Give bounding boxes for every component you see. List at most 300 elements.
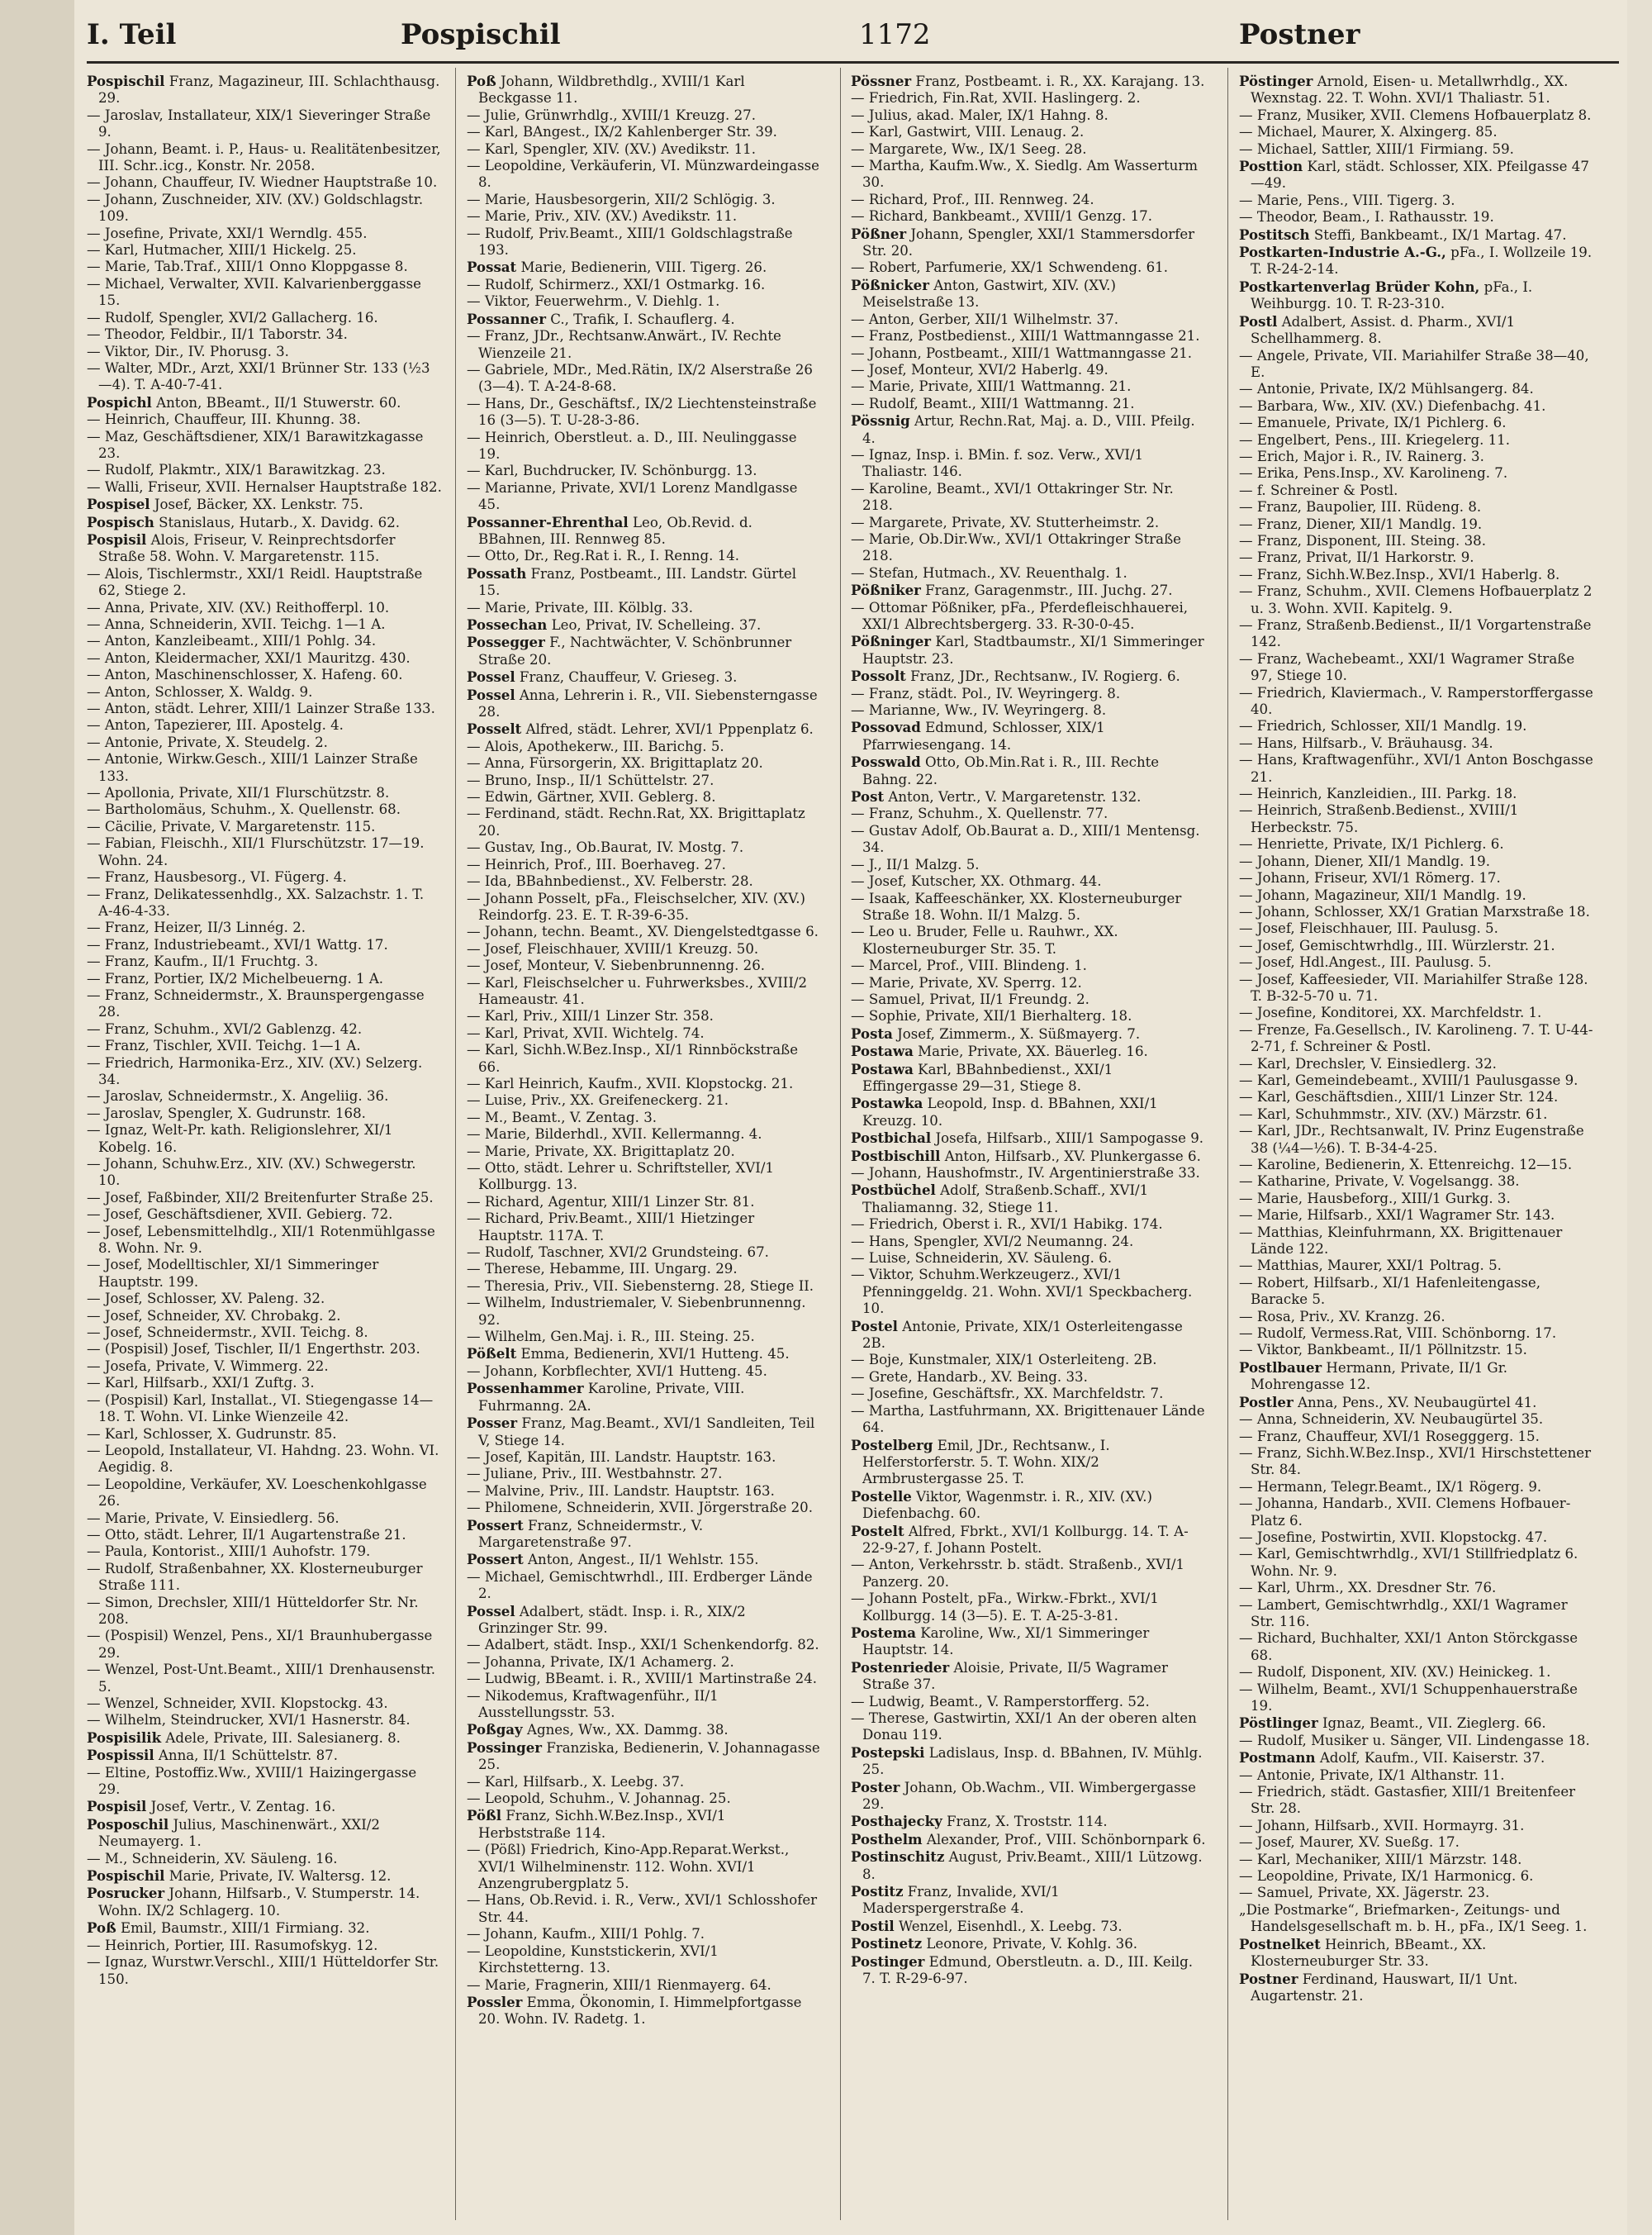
entry-details: Emil, JDr., Rechtsanw., I. Helferstorferstr. 5. T. Wohn. XIX/2 Armbrustergasse 25. T. — [862, 1437, 1110, 1487]
entry-details: Alfred, Fbrkt., XVI/1 Kollburgg. 14. T. A-22-9-27, f. Johann Postelt. — [862, 1523, 1189, 1556]
entry-surname: Pospisilik — [87, 1729, 162, 1746]
entry-details: — Engelbert, Pens., III. Kriegelerg. 11. — [1239, 431, 1511, 448]
entry-details: — Anton, Schlosser, X. Waldg. 9. — [87, 683, 313, 700]
directory-entry — [87, 1747, 442, 1764]
directory-entry — [1239, 1733, 1594, 1749]
directory-entry — [851, 1318, 1206, 1353]
entry-details: Emma, Ökonomin, I. Himmelpfortgasse 20. Wohn. IV. Radetg. 1. — [478, 1994, 802, 2028]
directory-entry — [851, 1624, 1206, 1659]
entry-details: Leonore, Private, V. Kohlg. 36. — [922, 1936, 1138, 1952]
entry-details: — Johann, Beamt. i. P., Haus- u. Realitätenbesitzer, III. Schr..icg., Konstr. Nr. 2058. — [87, 140, 441, 174]
entry-details: — Josefine, Private, XXI/1 Werndlg. 455. — [87, 225, 368, 241]
directory-entry — [87, 684, 442, 701]
entry-surname: Pößelt — [467, 1345, 517, 1362]
entry-details: — Gustav, Ing., Ob.Baurat, IV. Mostg. 7. — [467, 839, 744, 856]
directory-entry — [1239, 141, 1594, 158]
entry-details: — Anton, Kleidermacher, XXI/1 Mauritzg. 430. — [87, 649, 411, 666]
directory-entry — [1239, 381, 1594, 397]
entry-details: — Luise, Priv., XX. Greifeneckerg. 21. — [467, 1092, 729, 1109]
directory-entry — [467, 1363, 822, 1380]
entry-details: — Ludwig, Beamt., V. Ramperstorfferg. 52. — [851, 1693, 1150, 1710]
entry-details: — Josef, Hdl.Angest., III. Paulusg. 5. — [1239, 954, 1492, 971]
directory-entry — [851, 1008, 1206, 1025]
directory-entry — [467, 1721, 822, 1738]
entry-details: — Nikodemus, Kraftwagenführ., II/1 Ausstellungsstr. 53. — [467, 1687, 719, 1720]
entry-details: — Josefine, Postwirtin, XVII. Klopstockg. 47. — [1239, 1529, 1548, 1545]
directory-entry — [87, 1765, 442, 1799]
directory-entry — [851, 378, 1206, 395]
directory-entry — [1239, 1207, 1594, 1224]
entry-details: — Johann Postelt, pFa., Wirkw.-Fbrkt., XVI/1 Kollburgg. 14 (3—5). E. T. A-25-3-81. — [851, 1591, 1159, 1624]
directory-entry — [1239, 1496, 1594, 1529]
entry-details: — Franz, Hausbesorg., VI. Fügerg. 4. — [87, 869, 347, 886]
entry-surname: Postbichal — [851, 1129, 932, 1147]
entry-details: — Emanuele, Private, IX/1 Pichlerg. 6. — [1239, 415, 1507, 431]
entry-details: Ferdinand, Hauswart, II/1 Unt. Augartenstr. 21. — [1251, 1971, 1518, 2004]
directory-entry — [467, 1774, 822, 1790]
directory-entry — [467, 806, 822, 839]
directory-entry — [1239, 802, 1594, 836]
entry-details: — Franz, Portier, IX/2 Michelbeuerng. 1 A. — [87, 970, 384, 987]
entry-details: — Jaroslav, Installateur, XIX/1 Sieveringer Straße 9. — [87, 107, 431, 140]
entry-details: — Karl, Sichh.W.Bez.Insp., XI/1 Rinnböckstraße 66. — [467, 1042, 799, 1075]
entry-details: — Marie, Hausbesorgerin, XII/2 Schlögig. 3. — [467, 191, 776, 207]
directory-entry — [467, 107, 822, 124]
directory-entry — [87, 1443, 442, 1477]
entry-surname: Posselt — [467, 720, 522, 738]
directory-entry — [1239, 887, 1594, 904]
entry-surname: Possenhammer — [467, 1380, 584, 1397]
entry-details: — (Pospisil) Wenzel, Pens., XI/1 Braunhubergasse 29. — [87, 1628, 433, 1661]
directory-entry — [1239, 313, 1594, 348]
entry-details: — Angele, Private, VII. Mariahilfer Straße 38—40, E. — [1239, 347, 1589, 380]
directory-entry — [87, 835, 442, 869]
entry-surname: Postitsch — [1239, 226, 1310, 243]
entry-details: — Karl, Priv., XIII/1 Linzer Str. 358. — [467, 1008, 714, 1025]
entry-surname: Pospischil — [87, 1867, 165, 1885]
entry-details: — Otto, städt. Lehrer, II/1 Augartenstraße 21. — [87, 1526, 406, 1543]
entry-surname: Pößniker — [851, 582, 921, 599]
entry-surname: Possel — [467, 686, 515, 703]
entry-details: — Josef, Fleischhauer, XVIII/1 Kreuzg. 50. — [467, 940, 759, 957]
entry-surname: Pospisil — [87, 530, 147, 548]
directory-entry — [1239, 1580, 1594, 1596]
entry-details: — Richard, Agentur, XIII/1 Linzer Str. 81. — [467, 1193, 755, 1210]
entry-details: — Karoline, Beamt., XVI/1 Ottakringer Str. Nr. 218. — [851, 480, 1174, 514]
directory-entry — [87, 869, 442, 886]
entry-surname: Posser — [467, 1415, 518, 1432]
directory-entry — [467, 1092, 822, 1109]
entry-details: — Friedrich, Harmonika-Erz., XIV. (XV.) Selzerg. 34. — [87, 1054, 423, 1087]
directory-entry — [1239, 1123, 1594, 1157]
entry-details: — Rudolf, Vermess.Rat, VIII. Schönborng. 17. — [1239, 1325, 1557, 1342]
entry-details: — Stefan, Hutmach., XV. Reuenthalg. 1. — [851, 564, 1127, 581]
entry-details: — Ida, BBahnbedienst., XV. Felberstr. 28. — [467, 873, 753, 890]
entry-surname: Pössner — [851, 73, 912, 89]
entry-details: Karoline, Ww., XI/1 Simmeringer Hauptstr. 14. — [862, 1624, 1150, 1658]
directory-entry — [1239, 1106, 1594, 1123]
entry-surname: Postepski — [851, 1743, 925, 1761]
entry-details: — Henriette, Private, IX/1 Pichlerg. 6. — [1239, 836, 1504, 853]
entry-details: — Gustav Adolf, Ob.Baurat a. D., XIII/1 Mentensg. 34. — [851, 822, 1200, 856]
entry-details: Leo, Privat, IV. Schelleing. 37. — [547, 617, 762, 633]
entry-details: — Anna, Schneiderin, XV. Neubaugürtel 35. — [1239, 1411, 1544, 1428]
entry-surname: Pößl — [467, 1807, 502, 1824]
directory-entry — [87, 479, 442, 496]
entry-details: — Franz, Schneidermstr., X. Braunspergengasse 28. — [87, 987, 425, 1020]
entry-surname: Postkarten-Industrie A.-G., — [1239, 244, 1446, 261]
directory-entry — [1239, 1056, 1594, 1072]
directory-entry — [1239, 193, 1594, 209]
directory-entry — [851, 806, 1206, 822]
directory-entry — [1239, 617, 1594, 651]
entry-details: — Otto, Dr., Reg.Rat i. R., I. Renng. 14. — [467, 548, 740, 564]
entry-details: Heinrich, BBeamt., XX. Klosterneuburger Str. 33. — [1251, 1936, 1487, 1970]
directory-entry — [87, 1510, 442, 1527]
directory-entry — [467, 1688, 822, 1722]
entry-details: — Simon, Drechsler, XIII/1 Hütteldorfer Str. Nr. 208. — [87, 1594, 419, 1627]
entry-details: — Luise, Schneiderin, XV. Säuleng. 6. — [851, 1250, 1113, 1267]
entry-details: — (Pößl) Friedrich, Kino-App.Reparat.Werkst., XVI/1 Wilhelminenstr. 112. Wohn. XVI/1 Anzengrubergplatz 5. — [467, 1842, 790, 1892]
entry-details: Marie, Private, IV. Waltersg. 12. — [164, 1868, 392, 1885]
directory-entry — [851, 1437, 1206, 1488]
entry-surname: Pöstlinger — [1239, 1714, 1318, 1732]
entry-details: — Friedrich, Fin.Rat, XVII. Haslingerg. 2. — [851, 90, 1141, 107]
directory-entry — [87, 192, 442, 226]
directory-entry — [467, 328, 822, 362]
directory-column-3 — [851, 73, 1206, 2221]
directory-entry — [467, 1637, 822, 1653]
directory-entry — [467, 362, 822, 396]
directory-column-4 — [1239, 73, 1594, 2221]
directory-entry — [87, 310, 442, 326]
entry-details: — Richard, Buchhalter, XXI/1 Anton Störckgasse 68. — [1239, 1630, 1578, 1663]
entry-details: Leo, Ob.Revid. d. BBahnen, III. Rennweg 85. — [478, 514, 752, 547]
directory-entry — [851, 1165, 1206, 1182]
directory-entry — [467, 891, 822, 925]
entry-details: — Marie, Fragnerin, XIII/1 Rienmayerg. 64. — [467, 1976, 771, 1993]
entry-details: — Leopold, Installateur, VI. Hahdng. 23. Wohn. VI. Aegidig. 8. — [87, 1442, 439, 1476]
entry-details: — Friedrich, Schlosser, XII/1 Mandlg. 19. — [1239, 718, 1527, 735]
entry-details: — Michael, Verwalter, XVII. Kalvarienberggasse 15. — [87, 275, 421, 309]
entry-details: Karoline, Private, VIII. Fuhrmanng. 2A. — [478, 1381, 745, 1414]
directory-entry — [1239, 1902, 1594, 1936]
directory-entry — [467, 1603, 822, 1638]
directory-entry — [1239, 1714, 1594, 1732]
directory-entry — [851, 1557, 1206, 1591]
entry-details: — Karoline, Bedienerin, X. Ettenreichg. 12—15. — [1239, 1157, 1573, 1172]
entry-details: — Katharine, Private, V. Vogelsangg. 38. — [1239, 1173, 1520, 1190]
entry-details: — Samuel, Privat, II/1 Freundg. 2. — [851, 991, 1089, 1007]
entry-details: — (Pospisil) Josef, Tischler, II/1 Engerthstr. 203. — [87, 1341, 420, 1358]
entry-details: — Ignaz, Wurstwr.Verschl., XIII/1 Hütteldorfer Str. 150. — [87, 1954, 439, 1987]
entry-details: Johann, Spengler, XXI/1 Stammersdorfer Str. 20. — [862, 226, 1195, 259]
entry-details: — Leopoldine, Verkäufer, XV. Loeschenkohlgasse 26. — [87, 1476, 427, 1510]
entry-details: — Josef, Kapitän, III. Landstr. Hauptstr. 163. — [467, 1448, 776, 1465]
entry-details: — Franz, Musiker, XVII. Clemens Hofbauerplatz 8. — [1239, 107, 1592, 123]
directory-entry — [87, 1561, 442, 1595]
entry-details: — Rudolf, Disponent, XIV. (XV.) Heinickeg. 1. — [1239, 1664, 1551, 1681]
entry-details: — Frenze, Fa.Gesellsch., IV. Karolineng. 7. T. U-44-2-71, f. Schreiner & Postl. — [1239, 1021, 1593, 1055]
entry-details: — Hans, Hilfsarb., V. Bräuhausg. 34. — [1239, 735, 1493, 751]
entry-surname: Postmann — [1239, 1749, 1316, 1767]
entry-details: — M., Schneiderin, XV. Säuleng. 16. — [87, 1850, 338, 1866]
directory-entry — [851, 991, 1206, 1008]
entry-details: — Josef, Geschäftsdiener, XVII. Gebierg. 72. — [87, 1206, 393, 1223]
directory-entry — [851, 1129, 1206, 1147]
entry-details: — Wilhelm, Gen.Maj. i. R., III. Steing. 25. — [467, 1329, 755, 1345]
directory-entry — [851, 1182, 1206, 1216]
directory-entry — [467, 975, 822, 1009]
directory-entry — [467, 208, 822, 225]
entry-details: — Franz, Chauffeur, XVI/1 Rosegggerg. 15. — [1239, 1428, 1540, 1444]
directory-entry — [1239, 1818, 1594, 1834]
entry-details: Anna, II/1 Schüttelstr. 87. — [154, 1748, 338, 1764]
directory-entry — [87, 819, 442, 835]
directory-entry — [851, 90, 1206, 107]
entry-details: — Josef, Schlosser, XV. Paleng. 32. — [87, 1291, 325, 1307]
entry-details: — Johann, Haushofmstr., IV. Argentinierstraße 33. — [851, 1165, 1200, 1181]
entry-surname: Postkartenverlag Brüder Kohn, — [1239, 278, 1480, 295]
entry-surname: Possel — [467, 668, 515, 686]
entry-details: Steffi, Bankbeamt., IX/1 Martag. 47. — [1309, 226, 1567, 243]
entry-surname: Pößnicker — [851, 276, 929, 293]
entry-details: — Franz, Diener, XII/1 Mandlg. 19. — [1239, 516, 1483, 532]
directory-entry — [1239, 73, 1594, 107]
entry-details: Franz, Invalide, XVI/1 Maderspergerstraße 4. — [862, 1884, 1060, 1917]
entry-details: — Franz, Straßenb.Bedienst., II/1 Vorgartenstraße 142. — [1239, 617, 1592, 650]
directory-entry — [851, 1234, 1206, 1250]
directory-entry — [87, 1628, 442, 1662]
entry-details: Adele, Private, III. Salesianerg. 8. — [161, 1729, 401, 1746]
entry-surname: Poß — [87, 1919, 116, 1937]
entry-details: Josef, Bäcker, XX. Lenkstr. 75. — [150, 497, 363, 513]
entry-details: — Adalbert, städt. Insp., XXI/1 Schenkendorfg. 82. — [467, 1637, 819, 1653]
directory-entry — [467, 1466, 822, 1482]
entry-details: — Franz, Privat, II/1 Harkorstr. 9. — [1239, 549, 1474, 566]
entry-details: pFa., I. Wollzeile 19. T. R-24-2-14. — [1251, 245, 1593, 278]
entry-surname: Possechan — [467, 616, 548, 633]
directory-entry — [87, 360, 442, 394]
directory-entry — [87, 937, 442, 953]
entry-details: C., Trafik, I. Schauflerg. 4. — [545, 311, 735, 327]
directory-entry — [1239, 1191, 1594, 1207]
entry-details: — Johann, Hilfsarb., XVII. Hormayrg. 31. — [1239, 1817, 1525, 1833]
directory-entry — [467, 1551, 822, 1568]
entry-details: Franz, X. Troststr. 114. — [942, 1814, 1108, 1830]
directory-entry — [1239, 1394, 1594, 1411]
directory-entry — [467, 1278, 822, 1295]
entry-surname: Postawa — [851, 1043, 914, 1060]
entry-details: — Johann, Magazineur, XII/1 Mandlg. 19. — [1239, 887, 1526, 903]
directory-entry — [87, 1341, 442, 1358]
directory-entry — [467, 1380, 822, 1415]
entry-details: Emil, Baumstr., XIII/1 Firmiang. 32. — [116, 1920, 370, 1937]
entry-details: — Franz, Disponent, III. Steing. 38. — [1239, 532, 1486, 549]
directory-entry — [1239, 752, 1594, 786]
directory-entry — [851, 447, 1206, 481]
entry-details: — Josef, Monteur, XVI/2 Haberlg. 49. — [851, 361, 1108, 378]
entry-details: — Wilhelm, Beamt., XVI/1 Schuppenhauerstraße 19. — [1239, 1681, 1578, 1714]
directory-entry — [87, 496, 442, 513]
entry-details: — Josef, Schneider, XV. Chrobakg. 2. — [87, 1307, 341, 1324]
directory-entry — [467, 1329, 822, 1345]
entry-details: Edmund, Schlosser, XIX/1 Pfarrwiesengang. 14. — [862, 720, 1105, 753]
entry-surname: Postbischill — [851, 1147, 941, 1164]
entry-details: Josef, Vertr., V. Zentag. 16. — [146, 1799, 336, 1815]
directory-entry — [851, 1710, 1206, 1744]
entry-details: Adolf, Kaufm., VII. Kaiserstr. 37. — [1315, 1750, 1545, 1767]
directory-entry — [1239, 549, 1594, 566]
entry-details: Franz, Sichh.W.Bez.Insp., XVI/1 Herbststraße 114. — [478, 1808, 726, 1841]
directory-entry — [851, 1043, 1206, 1060]
directory-entry — [851, 1216, 1206, 1233]
entry-surname: Posttion — [1239, 158, 1303, 175]
entry-details: — Margarete, Ww., IX/1 Seeg. 28. — [851, 140, 1087, 157]
directory-entry — [467, 1449, 822, 1466]
entry-details: — Theresia, Priv., VII. Siebensterng. 28, Stiege II. — [467, 1277, 814, 1294]
entry-details: — Samuel, Private, XX. Jägerstr. 23. — [1239, 1885, 1490, 1901]
directory-entry — [87, 953, 442, 970]
directory-column-2 — [467, 73, 822, 2221]
directory-entry — [87, 1392, 442, 1426]
entry-details: — Josef, Kaffeesieder, VII. Mariahilfer Straße 128. T. B-32-5-70 u. 71. — [1239, 971, 1588, 1004]
directory-entry — [1239, 1936, 1594, 1971]
directory-entry — [467, 1345, 822, 1362]
directory-entry — [467, 1076, 822, 1092]
directory-entry — [87, 1885, 442, 1919]
entry-details: — Antonie, Private, IX/2 Mühlsangerg. 84. — [1239, 381, 1534, 397]
entry-details: Alfred, städt. Lehrer, XVI/1 Pppenplatz 6. — [521, 721, 814, 738]
directory-entry — [851, 277, 1206, 311]
entry-details: — Friedrich, städt. Gastasfier, XIII/1 Breitenfeer Str. 28. — [1239, 1784, 1576, 1817]
entry-details: — Paula, Kontorist., XIII/1 Auhofstr. 179. — [87, 1543, 371, 1560]
entry-details: — Rudolf, Priv.Beamt., XIII/1 Goldschlagstraße 193. — [467, 225, 793, 259]
directory-entry — [467, 1025, 822, 1042]
entry-surname: Possel — [467, 1602, 515, 1619]
entry-surname: Posta — [851, 1025, 893, 1042]
entry-details: — Juliane, Priv., III. Westbahnstr. 27. — [467, 1466, 723, 1482]
entry-details: — Ludwig, BBeamt. i. R., XVIII/1 Martinstraße 24. — [467, 1671, 818, 1687]
entry-details: — Marie, Ob.Dir.Ww., XVI/1 Ottakringer Straße 218. — [851, 530, 1181, 564]
directory-entry — [1239, 1411, 1594, 1428]
entry-details: — Viktor, Feuerwehrm., V. Diehlg. 1. — [467, 293, 720, 310]
entry-details: Adalbert, Assist. d. Pharm., XVI/1 Schellhammerg. 8. — [1251, 313, 1516, 347]
entry-details: Franz, Postbeamt., III. Landstr. Gürtel 15. — [478, 565, 797, 599]
entry-details: Viktor, Wagenmstr. i. R., XIV. (XV.) Diefenbachg. 60. — [862, 1488, 1152, 1522]
directory-entry — [851, 124, 1206, 140]
entry-surname: Postbüchel — [851, 1182, 936, 1199]
directory-entry — [851, 1352, 1206, 1368]
directory-entry — [87, 1122, 442, 1156]
entry-details: — Franz, Sichh.W.Bez.Insp., XVI/1 Hirschstettener Str. 84. — [1239, 1444, 1592, 1478]
entry-details: — Marie, Private, XV. Sperrg. 12. — [851, 974, 1082, 991]
directory-entry — [467, 687, 822, 721]
directory-entry — [851, 686, 1206, 702]
directory-entry — [87, 1308, 442, 1324]
entry-details: — Karl, Privat, XVII. Wichtelg. 74. — [467, 1025, 705, 1041]
directory-entry — [467, 924, 822, 940]
directory-entry — [87, 1055, 442, 1089]
directory-entry — [851, 1848, 1206, 1883]
entry-details: — Fabian, Fleischh., XII/1 Flurschützstr. 17—19. Wohn. 24. — [87, 835, 425, 868]
directory-entry — [1239, 1767, 1594, 1784]
directory-entry — [851, 873, 1206, 890]
directory-entry — [87, 971, 442, 987]
directory-entry — [1239, 1429, 1594, 1445]
directory-entry — [1239, 870, 1594, 887]
entry-surname: Postelberg — [851, 1436, 933, 1453]
entry-details: — Karl, Fleischselcher u. Fuhrwerksbes., XVIII/2 Hameaustr. 41. — [467, 974, 808, 1007]
entry-details: — Antonie, Private, X. Steudelg. 2. — [87, 734, 328, 750]
directory-entry — [87, 242, 442, 259]
entry-details: — Karl, JDr., Rechtsanwalt, IV. Prinz Eugenstraße 38 (¼4—½6). T. B-34-4-25. — [1239, 1123, 1584, 1156]
entry-details: — Marie, Bilderhdl., XVII. Kellermanng. 4. — [467, 1126, 762, 1143]
entry-details: Marie, Private, XX. Bäuerleg. 16. — [913, 1044, 1148, 1060]
entry-surname: Posrucker — [87, 1885, 165, 1902]
directory-entry — [87, 107, 442, 141]
entry-details: — Franz, Tischler, XVII. Teichg. 1—1 A. — [87, 1038, 361, 1054]
entry-surname: Posswald — [851, 754, 921, 771]
entry-details: — Josef, Faßbinder, XII/2 Breitenfurter Straße 25. — [87, 1189, 434, 1205]
entry-details: August, Priv.Beamt., XIII/1 Lützowg. 8. — [862, 1849, 1203, 1882]
directory-entry — [1239, 1885, 1594, 1901]
directory-entry — [1239, 1834, 1594, 1851]
directory-entry — [87, 394, 442, 411]
directory-entry — [851, 531, 1206, 565]
directory-entry — [1239, 209, 1594, 226]
directory-entry — [851, 600, 1206, 634]
entry-details: — Heinrich, Kanzleidien., III. Parkg. 18. — [1239, 786, 1517, 802]
entry-details: Johann, Ob.Wachm., VII. Wimbergergasse 29. — [862, 1779, 1196, 1813]
directory-entry — [851, 396, 1206, 412]
entry-details: — Marcel, Prof., VIII. Blindeng. 1. — [851, 958, 1087, 974]
directory-entry — [467, 396, 822, 430]
entry-surname: Postil — [851, 1917, 895, 1934]
directory-entry — [1239, 1784, 1594, 1818]
entry-details: F., Nachtwächter, V. Schönbrunner Straße 20. — [478, 635, 792, 668]
entry-surname: Pößninger — [851, 633, 932, 650]
entry-details: Franz, JDr., Rechtsanw., IV. Rogierg. 6. — [905, 668, 1180, 685]
directory-entry — [87, 1106, 442, 1122]
entry-details: — Ignaz, Insp. i. BMin. f. soz. Verw., XVI/1 Thaliastr. 146. — [851, 446, 1144, 480]
entry-details: — Antonie, Private, IX/1 Althanstr. 11. — [1239, 1767, 1505, 1783]
entry-surname: Postawa — [851, 1060, 914, 1077]
entry-details: — M., Beamt., V. Zentag. 3. — [467, 1109, 657, 1125]
entry-surname: Posthajecky — [851, 1813, 942, 1830]
entry-details: — Johann, Friseur, XVI/1 Römerg. 17. — [1239, 870, 1501, 887]
entry-surname: Possovad — [851, 719, 921, 736]
entry-details: — Josef, Schneidermstr., XVII. Teichg. 8. — [87, 1324, 368, 1341]
entry-details: — Marie, Hilfsarb., XXI/1 Wagramer Str. 143. — [1239, 1207, 1555, 1224]
directory-entry — [467, 1261, 822, 1277]
directory-entry — [851, 958, 1206, 974]
directory-entry — [851, 515, 1206, 531]
entry-details: Alexander, Prof., VIII. Schönbornpark 6. — [922, 1831, 1206, 1847]
entry-details: — Josefa, Private, V. Wimmerg. 22. — [87, 1358, 329, 1374]
directory-entry — [467, 1126, 822, 1143]
directory-entry — [467, 1160, 822, 1194]
entry-surname: Postinetz — [851, 1935, 923, 1952]
directory-entry — [87, 411, 442, 428]
entry-details: — Josef, Kutscher, XX. Othmarg. 44. — [851, 873, 1102, 890]
entry-details: — Michael, Maurer, X. Alxingerg. 85. — [1239, 124, 1498, 140]
entry-surname: Poß — [467, 73, 496, 89]
directory-entry — [1239, 1852, 1594, 1868]
directory-entry — [467, 1943, 822, 1977]
directory-entry — [851, 141, 1206, 158]
directory-entry — [1239, 1597, 1594, 1631]
